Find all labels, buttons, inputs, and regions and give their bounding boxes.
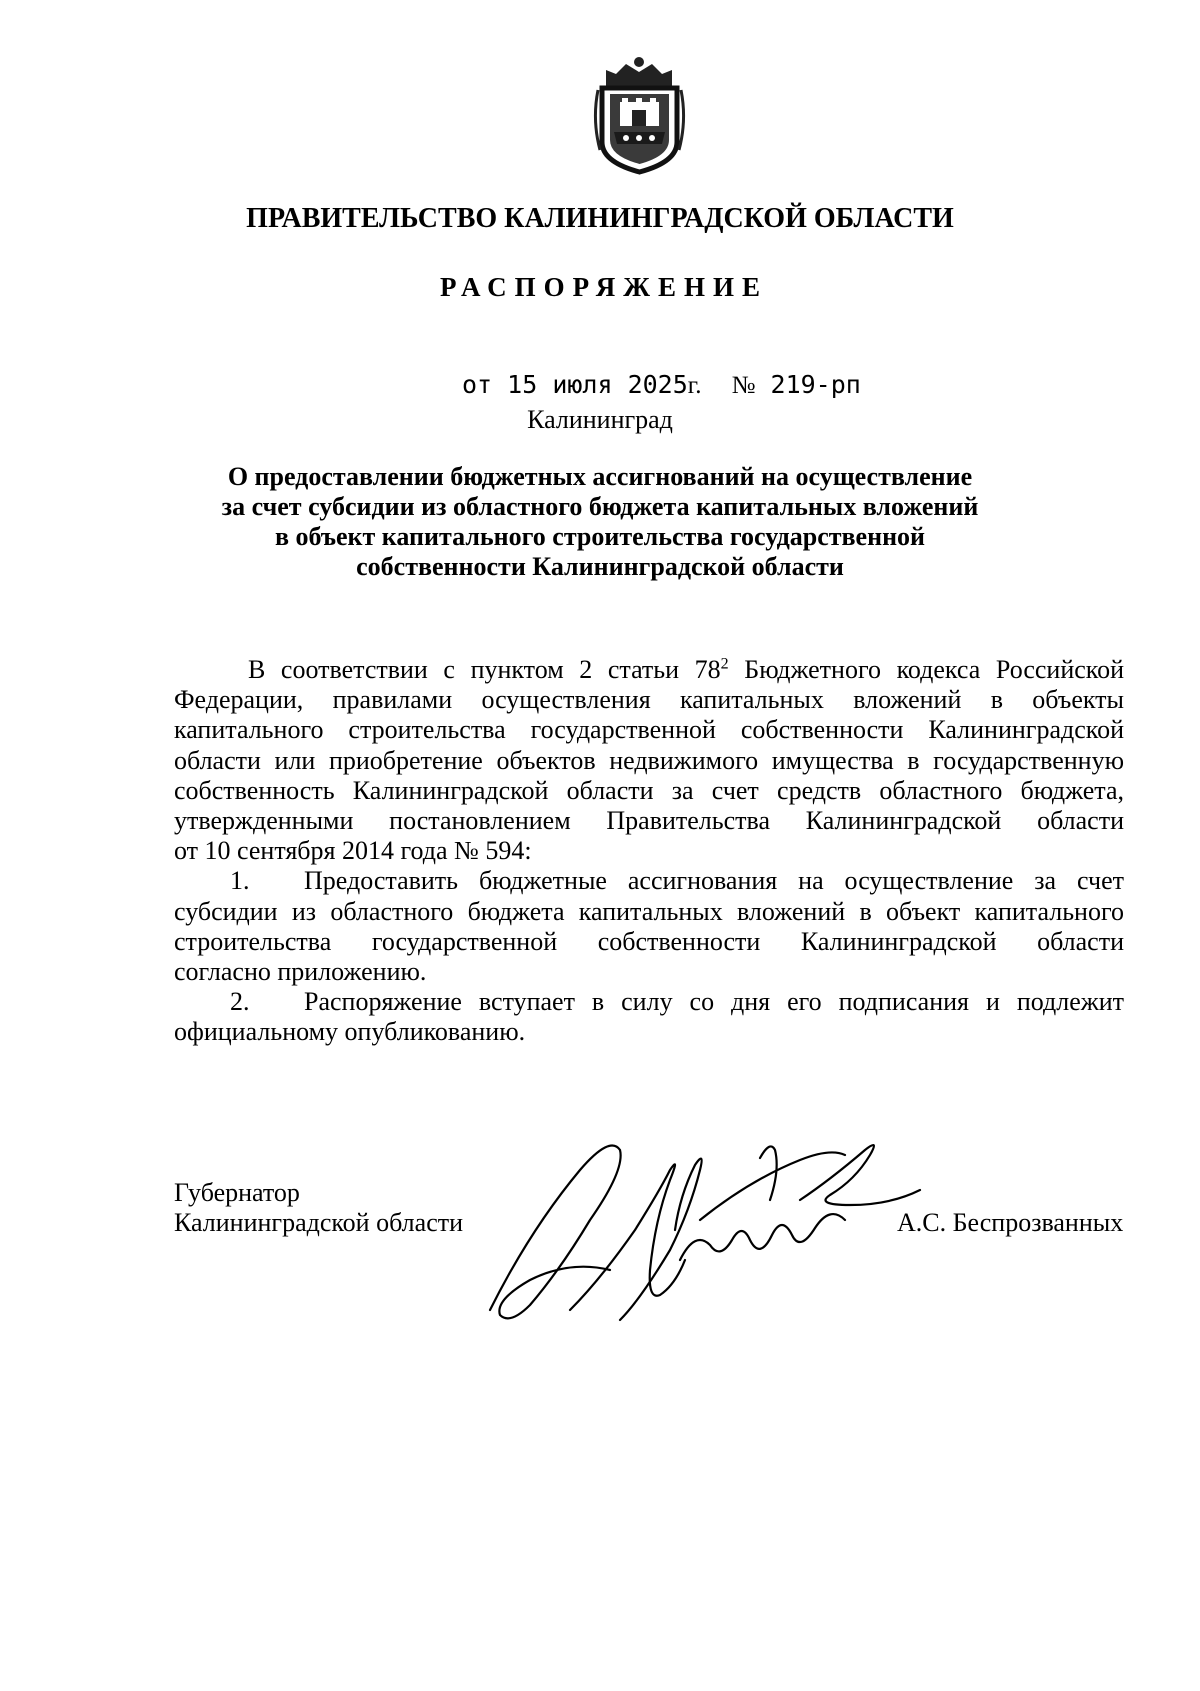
position-line: Калининградской области bbox=[174, 1208, 464, 1237]
document-date: 15 июля 2025 bbox=[507, 370, 688, 399]
preamble-line: капитального строительства государственной собственности Калининградской bbox=[174, 715, 1124, 745]
document-type: РАСПОРЯЖЕНИЕ bbox=[439, 272, 769, 302]
preamble-line: собственность Калининградской области за счет средств областного бюджета, bbox=[174, 775, 1124, 805]
item-number: 2. bbox=[230, 987, 250, 1017]
subject-line: за счет субсидии из областного бюджета капитальных вложений bbox=[221, 492, 979, 521]
preamble-line: от 10 сентября 2014 года № 594: bbox=[174, 836, 532, 866]
year-suffix: г. bbox=[687, 372, 702, 399]
item-2-first-line bbox=[174, 987, 1124, 1017]
signatory-name: А.С. Беспрозванных bbox=[897, 1208, 1124, 1237]
item-1-line: строительства государственной собственности Калининградской области bbox=[174, 926, 1124, 956]
date-number-line bbox=[462, 370, 861, 400]
item-1-line: субсидии из областного бюджета капитальных вложений в объект капитального bbox=[174, 896, 1124, 926]
article-superscript: 2 bbox=[720, 655, 729, 673]
issue-city: Калининград bbox=[527, 405, 673, 434]
coat-of-arms-icon bbox=[592, 50, 687, 175]
item-number: 1. bbox=[230, 866, 250, 896]
item-1-line: согласно приложению. bbox=[174, 957, 427, 987]
document-body bbox=[174, 655, 1124, 1048]
item-2-line: официальному опубликованию. bbox=[174, 1017, 526, 1047]
preamble-text: Бюджетного кодекса Российской bbox=[728, 655, 1125, 684]
preamble-line: утвержденными постановлением Правительства Калининградской области bbox=[174, 806, 1124, 836]
item-text: Распоряжение вступает в силу со дня его подписания и подлежит bbox=[304, 987, 1124, 1017]
item-1-first-line bbox=[174, 866, 1124, 896]
preamble-line: области или приобретение объектов недвижимого имущества в государственную bbox=[174, 745, 1124, 775]
document-subject bbox=[220, 462, 980, 582]
preamble-line: Федерации, правилами осуществления капитальных вложений в объекты bbox=[174, 685, 1124, 715]
date-prefix: от bbox=[462, 370, 493, 399]
position-line: Губернатор bbox=[174, 1178, 300, 1207]
subject-line: в объект капитального строительства государственной bbox=[274, 522, 926, 551]
item-text: Предоставить бюджетные ассигнования на осуществление за счет bbox=[304, 866, 1124, 896]
preamble-first-line bbox=[174, 655, 1124, 685]
number-label: № bbox=[731, 372, 756, 399]
subject-line: О предоставлении бюджетных ассигнований на осуществление bbox=[227, 462, 973, 491]
government-name: ПРАВИТЕЛЬСТВО КАЛИНИНГРАДСКОЙ ОБЛАСТИ bbox=[246, 203, 954, 234]
preamble-text: В соответствии с пунктом 2 статьи 78 bbox=[248, 655, 721, 684]
subject-line: собственности Калининградской области bbox=[356, 552, 844, 581]
signatory-position bbox=[174, 1178, 463, 1238]
document-number: 219-рп bbox=[770, 370, 861, 399]
handwritten-signature bbox=[470, 1110, 930, 1350]
